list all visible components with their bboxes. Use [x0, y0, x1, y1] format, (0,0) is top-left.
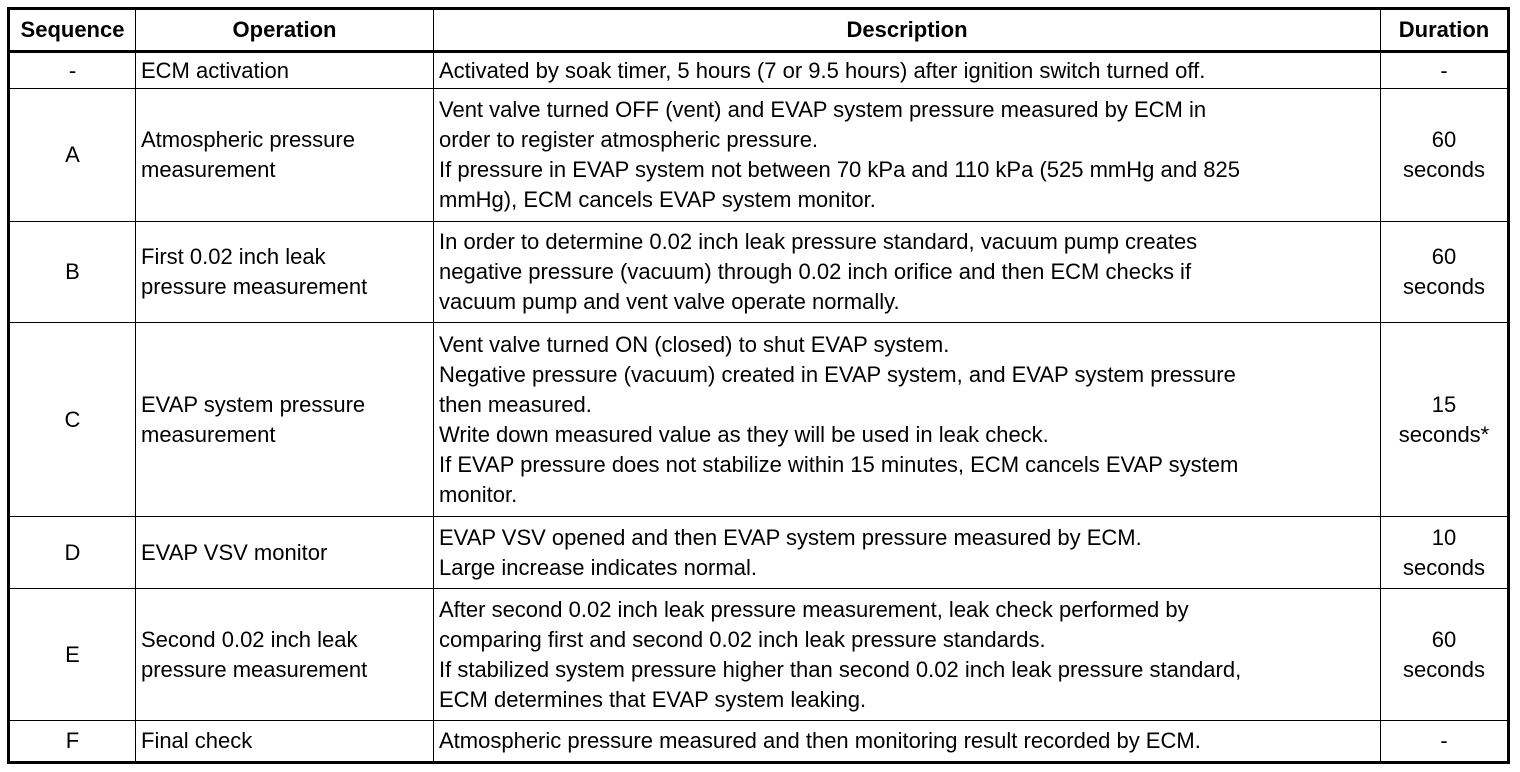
description-line: Large increase indicates normal.	[439, 554, 757, 580]
description-line: ECM determines that EVAP system leaking.	[439, 686, 867, 712]
cell-operation	[136, 589, 434, 721]
operation-line: Atmospheric pressure	[141, 127, 355, 152]
duration-line: -	[1440, 728, 1448, 753]
cell-description	[434, 52, 1381, 89]
table-row	[9, 89, 1509, 222]
duration-line: seconds	[1403, 157, 1485, 182]
cell-duration	[1381, 589, 1509, 721]
cell-duration	[1381, 721, 1509, 763]
description-line: Vent valve turned OFF (vent) and EVAP system pressure measured by ECM in	[439, 97, 1207, 122]
description-line: Atmospheric pressure measured and then monitoring result recorded by ECM.	[439, 728, 1201, 753]
description-line: If pressure in EVAP system not between 70 kPa and 110 kPa (525 mmHg and 825	[439, 157, 1241, 182]
cell-duration	[1381, 89, 1509, 222]
operation-line: measurement	[141, 421, 276, 447]
cell-duration	[1381, 517, 1509, 589]
cell-sequence: A	[9, 89, 136, 222]
table-row	[9, 52, 1509, 89]
operation-line: EVAP system pressure	[141, 391, 366, 417]
table-header-row	[9, 9, 1509, 52]
table-row	[9, 517, 1509, 589]
operation-line: pressure measurement	[141, 656, 368, 682]
duration-line: seconds	[1403, 554, 1485, 580]
duration-line: 10	[1431, 524, 1457, 550]
description-line: order to register atmospheric pressure.	[439, 127, 819, 152]
cell-operation	[136, 52, 434, 89]
operation-line: Final check	[141, 728, 253, 753]
description-line: If stabilized system pressure higher than second 0.02 inch leak pressure standard,	[439, 656, 1242, 682]
cell-description	[434, 89, 1381, 222]
operation-line: EVAP VSV monitor	[141, 539, 328, 565]
cell-description	[434, 323, 1381, 517]
cell-duration	[1381, 52, 1509, 89]
cell-duration	[1381, 323, 1509, 517]
description-line: comparing first and second 0.02 inch leak pressure standards.	[439, 626, 1046, 652]
description-line: Write down measured value as they will be used in leak check.	[439, 421, 1049, 447]
cell-operation	[136, 222, 434, 323]
header-description: Description	[434, 9, 1381, 52]
cell-sequence: E	[9, 589, 136, 721]
description-line: In order to determine 0.02 inch leak pressure standard, vacuum pump creates	[439, 229, 1198, 254]
description-line: After second 0.02 inch leak pressure measurement, leak check performed by	[439, 596, 1189, 622]
duration-line: -	[1440, 57, 1448, 83]
table-row	[9, 721, 1509, 763]
table-row	[9, 222, 1509, 323]
cell-duration	[1381, 222, 1509, 323]
description-line: negative pressure (vacuum) through 0.02 inch orifice and then ECM checks if	[439, 259, 1192, 284]
operation-line: measurement	[141, 157, 276, 182]
cell-sequence: F	[9, 721, 136, 763]
table-row	[9, 589, 1509, 721]
duration-line: 60	[1431, 244, 1457, 269]
table-row	[9, 323, 1509, 517]
header-operation: Operation	[136, 9, 434, 52]
cell-sequence: D	[9, 517, 136, 589]
description-line: Negative pressure (vacuum) created in EVAP system, and EVAP system pressure	[439, 361, 1236, 387]
description-line: monitor.	[439, 481, 518, 507]
description-line: If EVAP pressure does not stabilize within 15 minutes, ECM cancels EVAP system	[439, 451, 1239, 477]
cell-operation	[136, 89, 434, 222]
cell-operation	[136, 323, 434, 517]
duration-line: seconds	[1403, 656, 1485, 682]
description-line: EVAP VSV opened and then EVAP system pressure measured by ECM.	[439, 524, 1142, 550]
duration-line: 60	[1431, 127, 1457, 152]
operation-line: First 0.02 inch leak	[141, 244, 326, 269]
cell-description	[434, 589, 1381, 721]
description-line: mmHg), ECM cancels EVAP system monitor.	[439, 187, 876, 212]
duration-line: seconds*	[1398, 421, 1490, 447]
cell-operation	[136, 721, 434, 763]
table-container	[7, 7, 1510, 764]
cell-operation	[136, 517, 434, 589]
duration-line: seconds	[1403, 274, 1485, 299]
cell-sequence: -	[9, 52, 136, 89]
description-line: vacuum pump and vent valve operate normally.	[439, 289, 900, 314]
operation-line: Second 0.02 inch leak	[141, 626, 358, 652]
description-line: Activated by soak timer, 5 hours (7 or 9.5 hours) after ignition switch turned off.	[439, 57, 1206, 83]
description-line: then measured.	[439, 391, 592, 417]
cell-sequence: B	[9, 222, 136, 323]
evap-sequence-table	[7, 7, 1510, 764]
header-duration: Duration	[1381, 9, 1509, 52]
header-sequence: Sequence	[9, 9, 136, 52]
duration-line: 15	[1431, 391, 1457, 417]
operation-line: ECM activation	[141, 57, 289, 83]
duration-line: 60	[1431, 626, 1457, 652]
cell-description	[434, 721, 1381, 763]
cell-description	[434, 222, 1381, 323]
description-line: Vent valve turned ON (closed) to shut EVAP system.	[439, 331, 950, 357]
cell-description	[434, 517, 1381, 589]
operation-line: pressure measurement	[141, 274, 368, 299]
cell-sequence: C	[9, 323, 136, 517]
